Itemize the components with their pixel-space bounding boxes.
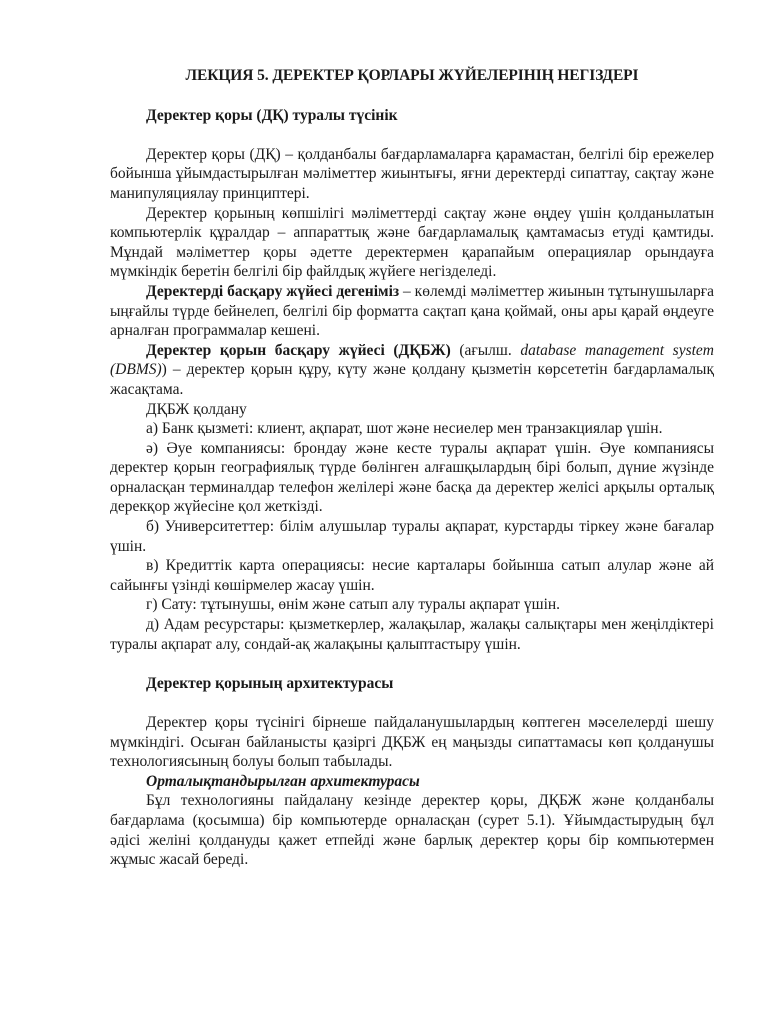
paragraph-text: (ағылш.: [450, 341, 521, 359]
lecture-title: ЛЕКЦИЯ 5. ДЕРЕКТЕР ҚОРЛАРЫ ЖҮЙЕЛЕРІНІҢ НЕГІЗДЕРІ: [185, 67, 639, 84]
term-dbms: Деректер қорын басқару жүйесі (ДҚБЖ): [146, 341, 451, 359]
list-item: д) Адам ресурстары: қызметкерлер, жалақылар, жалақы салықтары мен жеңілдіктері туралы ақпарат алу, сондай-ақ жалақыны қалыптастыру үшін.: [110, 616, 714, 653]
english-term: database management system (DBMS): [110, 341, 714, 379]
paragraph-dbms: [110, 341, 714, 400]
spacer: [110, 654, 714, 674]
paragraph-db-definition: Деректер қоры (ДҚ) – қолданбалы бағдарламаларға қарамастан, белгілі бір ережелер бойынша ұйымдастырылған мәліметтер жиынтығы, яғни деректерді сипаттау, сақтау және манипуляциялау принциптері.: [110, 145, 714, 202]
subheading-centralized-architecture: Орталықтандырылған архитектурасы: [146, 772, 420, 790]
paragraph-text: ) – деректер қорын құру, күту және қолдану қызметін көрсететін бағдарламалық жасақтама.: [110, 361, 714, 398]
paragraph-centralized: Бұл технологияны пайдалану кезінде деректер қоры, ДҚБЖ және қолданбалы бағдарлама (қосымша) бір компьютерде орналасқан (сурет 5.1). Ұйымдастырудың бұл әдісі желіні қолдануды қажет етпейді және барлық деректер қоры бір компьютермен жұмыс жасай береді.: [110, 792, 714, 869]
list-item: г) Сату: тұтынушы, өнім және сатып алу туралы ақпарат үшін.: [146, 596, 561, 614]
paragraph-text: – көлемді мәліметтер жиынын тұтынушыларға ыңғайлы түрде бейнелеп, белгілі бір форматта сақтап қана қоймай, оны ары қарай өңдеуге арналған программалар кешені.: [110, 282, 715, 340]
list-item: ә) Әуе компаниясы: брондау және кесте туралы ақпарат үшін. Әуе компаниясы деректер қорын географиялық түрде бөлінген алғашқылардың бірі болып, дүние жүзінде орналасқан терминалдар телефон желілері және басқа да деректер желісі арқылы орталық дерекқор жүйесіне қол жеткізді.: [110, 439, 714, 516]
term-data-management-system: Деректерді басқару жүйесі дегеніміз: [146, 282, 400, 300]
document-page: [110, 66, 714, 870]
section-heading-db-architecture: Деректер қорының архитектурасы: [146, 674, 394, 692]
spacer: [110, 125, 714, 145]
spacer: [110, 693, 714, 713]
list-item: в) Кредиттік карта операциясы: несие карталары бойынша сатып алулар және ай сайынғы үзінді көшірмелер жасау үшін.: [110, 557, 714, 594]
paragraph-dbms-usage: ДҚБЖ қолдану: [146, 400, 247, 418]
list-item: а) Банк қызметі: клиент, ақпарат, шот және несиелер мен транзакциялар үшін.: [146, 420, 663, 438]
paragraph-db-tools: Деректер қорының көпшілігі мәліметтерді сақтау және өңдеу үшін қолданылатын компьютерлік құралдар – аппараттық және бағдарламалық қамтамасыз етуді қамтиды. Мұндай мәліметтер қоры әдетте деректермен қарапайым операциялар орындауға мүмкіндік беретін белгілі бір файлдық жүйеге негізделеді.: [110, 204, 714, 281]
list-item: б) Университеттер: білім алушылар туралы ақпарат, курстарды тіркеу және бағалар үшін.: [110, 518, 714, 555]
paragraph-data-management-system: [110, 282, 714, 341]
section-heading-db-concept: Деректер қоры (ДҚ) туралы түсінік: [146, 106, 398, 124]
paragraph-multiuser: Деректер қоры түсінігі бірнеше пайдаланушылардың көптеген мәселелерді шешу мүмкіндігі. Осыған байланысты қазіргі ДҚБЖ ең маңызды сипаттамасы көп қолданушы технологиясының болуы болып табылады.: [110, 714, 714, 771]
